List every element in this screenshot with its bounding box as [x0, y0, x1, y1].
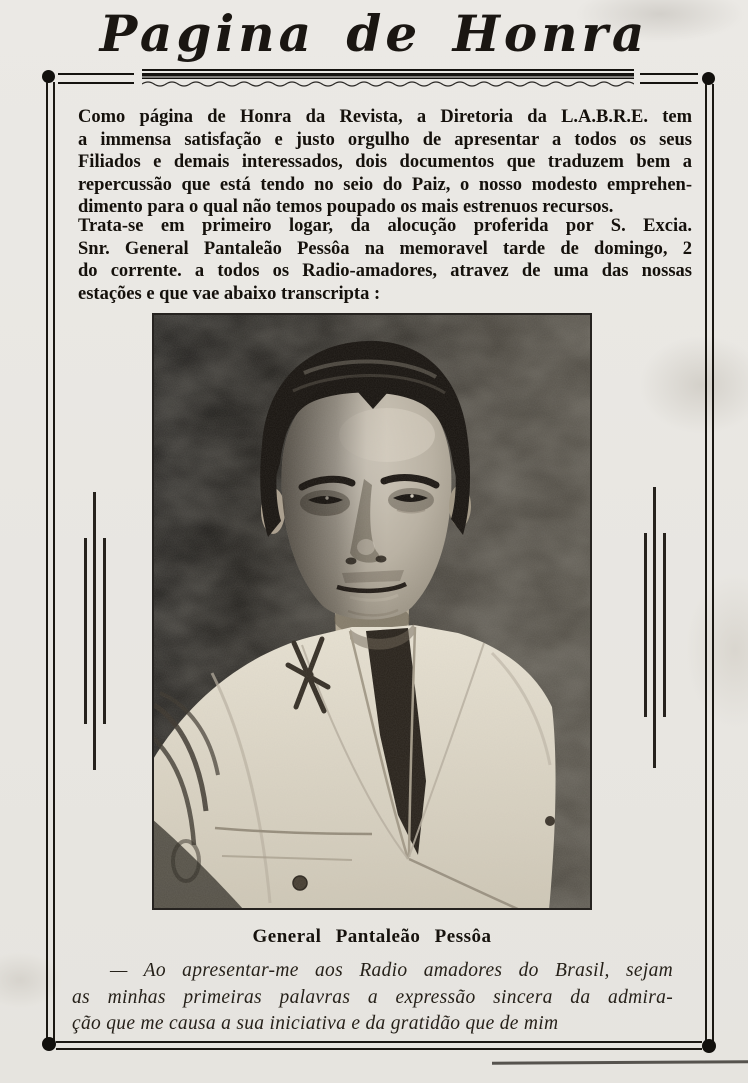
- page-title: Pagina de Honra: [99, 4, 649, 63]
- border-left: [46, 82, 55, 1044]
- ornament-left-outer-line: [103, 538, 106, 724]
- ornament-right-outer-line: [644, 533, 647, 717]
- rule-segment-left: [58, 73, 134, 84]
- text-line: ção que me causa a sua iniciativa e da gratidão que de mim: [72, 1013, 559, 1034]
- text-line: a immensa satisfação e justo orgulho de apresentar a todos os seus: [78, 129, 692, 150]
- ornament-right-middle-line: [653, 487, 656, 768]
- wavy-rule: [142, 80, 634, 87]
- ornament-right-outer-line: [663, 533, 666, 717]
- photo-caption: General Pantaleão Pessôa: [252, 926, 492, 947]
- text-line: repercussão que está tendo no seio do Paiz, o nosso modesto emprehen-: [78, 174, 692, 195]
- ornament-left-middle-line: [93, 492, 96, 770]
- text-line: Filiados e demais interessados, dois documentos que traduzem bem a: [78, 152, 692, 172]
- corner-dot-bottom-right: [702, 1039, 716, 1053]
- rule-segment-right: [640, 73, 698, 84]
- corner-dot-bottom-left: [42, 1037, 56, 1051]
- intro-paragraph-2: [78, 215, 692, 305]
- text-line: as minhas primeiras palavras a expressão sincera da admira-: [72, 986, 673, 1008]
- text-line: do corrente. a todos os Radio-amadores, atravez de uma das nossas: [78, 261, 692, 281]
- intro-paragraph-1: [78, 106, 692, 219]
- border-bottom: [56, 1041, 702, 1050]
- title-rule: [142, 69, 634, 79]
- text-line: estações e que vae abaixo transcripta :: [78, 283, 381, 304]
- border-right: [705, 84, 714, 1044]
- text-line: Trata-se em primeiro logar, da alocução proferida por S. Excia.: [78, 216, 692, 236]
- text-line: Como página de Honra da Revista, a Diretoria da L.A.B.R.E. tem: [78, 107, 692, 127]
- portrait-photo: [152, 313, 592, 910]
- text-line: dimento para o qual não temos poupado os mais estrenuos recursos.: [78, 197, 614, 217]
- scan-artifact-line: [492, 1060, 748, 1065]
- text-line: Snr. General Pantaleão Pessôa na memoravel tarde de domingo, 2: [78, 238, 692, 259]
- ornament-left-outer-line: [84, 538, 87, 724]
- speech-paragraph: [72, 958, 673, 1038]
- text-line: — Ao apresentar-me aos Radio amadores do Brasil, sejam: [110, 960, 673, 981]
